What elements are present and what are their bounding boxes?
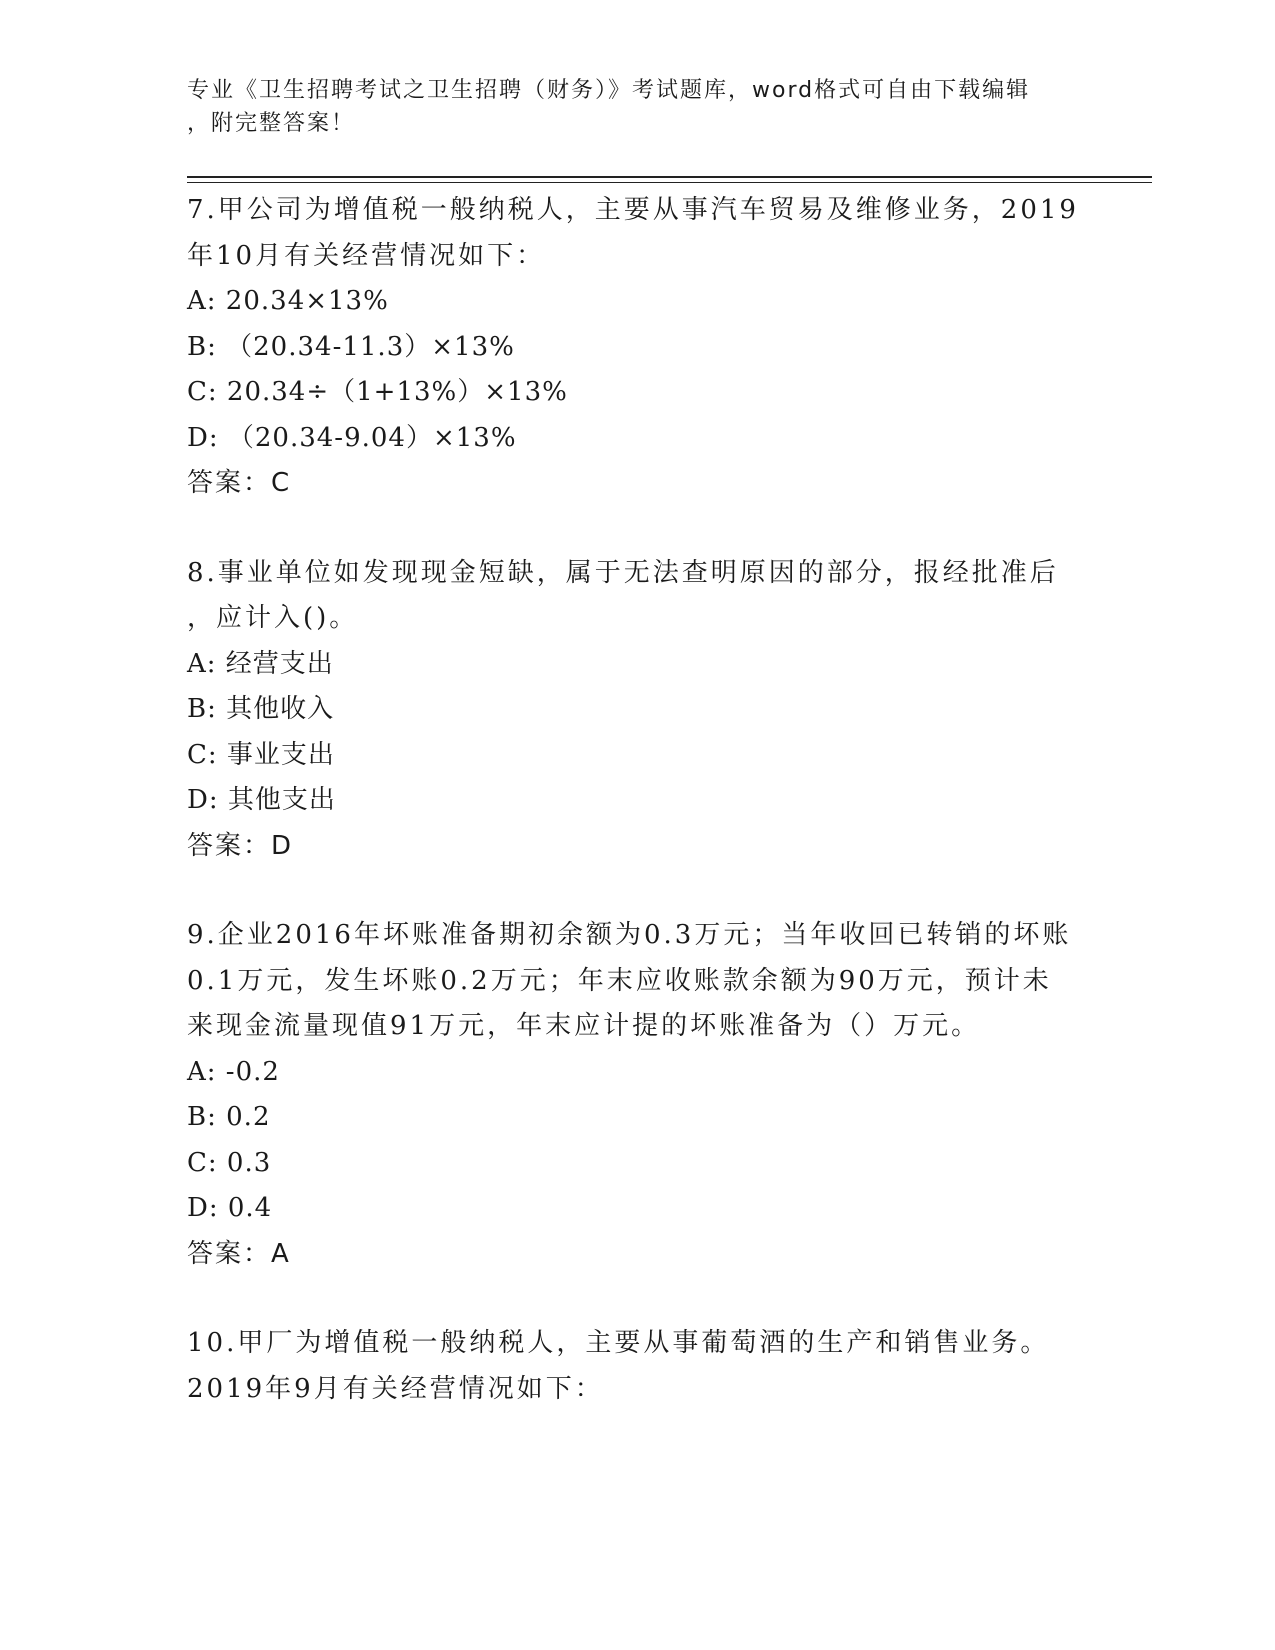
question-stem: 7.甲公司为增值税一般纳税人，主要从事汽车贸易及维修业务，2019 — [187, 195, 1079, 225]
header-intro-line-2: ，附完整答案！ — [187, 111, 356, 136]
question-stem: 2019年9月有关经营情况如下： — [187, 1373, 604, 1404]
answer-line: 答案：C — [187, 468, 292, 498]
question-stem: 9.企业2016年坏账准备期初余额为0.3万元；当年收回已转销的坏账 — [187, 920, 1072, 950]
answer-line: 答案：A — [187, 1238, 291, 1269]
header-intro-line-1: 专业《卫生招聘考试之卫生招聘（财务）》考试题库，word格式可自由下载编辑 — [187, 78, 1031, 103]
option-b: B: （20.34-11.3）×13% — [187, 331, 515, 362]
answer-line: 答案：D — [187, 830, 294, 861]
question-stem: 10.甲厂为增值税一般纳税人，主要从事葡萄酒的生产和销售业务。 — [187, 1328, 1050, 1358]
option-d: D: （20.34-9.04）×13% — [187, 422, 517, 453]
option-b: B: 0.2 — [187, 1102, 271, 1132]
question-10 — [187, 1321, 1087, 1412]
question-7 — [187, 188, 1087, 507]
option-c: C: 事业支出 — [187, 739, 335, 770]
question-9 — [187, 913, 1087, 1277]
option-c: C: 20.34÷（1+13%）×13% — [187, 377, 568, 407]
question-stem: ，应计入()。 — [187, 603, 359, 633]
question-8 — [187, 551, 1087, 870]
question-stem: 8.事业单位如发现现金短缺，属于无法查明原因的部分，报经批准后 — [187, 557, 1059, 588]
option-a: A: -0.2 — [187, 1056, 280, 1087]
question-list — [187, 188, 1087, 1456]
option-d: D: 其他支出 — [187, 785, 336, 815]
question-stem: 来现金流量现值91万元，年末应计提的坏账准备为（）万元。 — [187, 1011, 981, 1041]
question-stem: 0.1万元，发生坏账0.2万元；年末应收账款余额为90万元，预计未 — [187, 965, 1052, 996]
option-a: A: 20.34×13% — [187, 286, 389, 316]
document-header — [187, 74, 1067, 140]
header-divider-thick — [187, 176, 1152, 178]
option-a: A: 经营支出 — [187, 648, 334, 679]
option-d: D: 0.4 — [187, 1193, 273, 1223]
option-c: C: 0.3 — [187, 1147, 272, 1178]
question-stem: 年10月有关经营情况如下： — [187, 240, 546, 271]
option-b: B: 其他收入 — [187, 694, 335, 724]
header-divider-thin — [187, 182, 1152, 183]
